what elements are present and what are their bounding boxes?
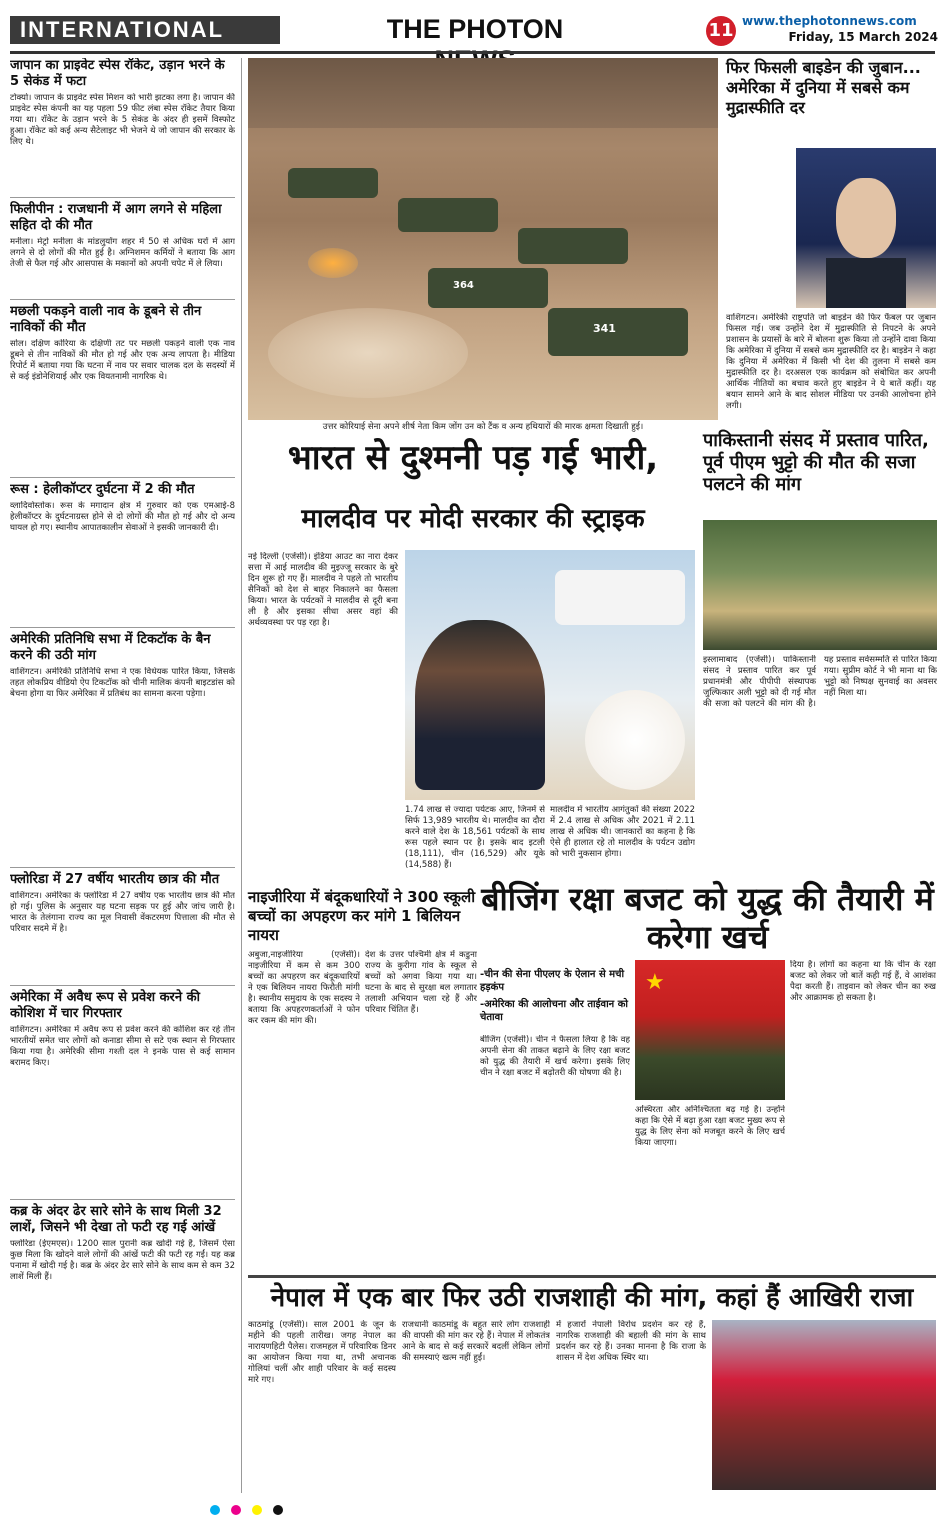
north-korea-tanks-photo: [248, 58, 718, 420]
story-headline: नाइजीरिया में बंदूकधारियों ने 300 स्कूली बच्चों का अपहरण कर मांगे 1 बिलियन नायरा: [248, 888, 476, 944]
turret-number: 341: [593, 322, 616, 335]
star-icon: ★: [645, 970, 665, 995]
magenta-mark-icon: [231, 1505, 241, 1515]
maldives-headline-1: भारत से दुश्मनी पड़ गई भारी,: [287, 438, 659, 478]
story-body: वाशिंगटन। अमेरिका में अवैध रूप से प्रवेश करने की कोशिश कर रहे तीन भारतीयों समेत चार लोगों को कनाडा सीमा से सटे एक स्थान से गिरफ्तार किया गया है। अमेरिकी सीमा गश्ती दल ने इनके पास से कई सामान बरामद किए।: [10, 1025, 235, 1068]
header-divider: [10, 51, 935, 54]
biden-photo: [796, 148, 936, 308]
left-news-column: [10, 58, 242, 1493]
suit-shape: [826, 258, 906, 308]
story-body: सोल। दक्षिण कोरिया के दक्षिणी तट पर मछली पकड़ने वाली एक नाव डूबने से तीन नाविकों की मौत हो गई और एक अन्य लापता है। मीडिया रिपोर्ट में बताया गया कि घटना में नाव पर सवार चालक दल के सदस्यों में से कई इंडोनेशियाई और एक वियतनामी नागरिक थे।: [10, 339, 235, 382]
china-bullet-2: -अमेरिका की आलोचना और ताईवान को चेतावा: [480, 999, 628, 1023]
china-body-3: दिया है। लोगों का कहना था कि चीन के रक्षा बजट को लेकर जो बातें कही गई हैं, वे आशंका पैदा करती हैं। ताइवान को लेकर चीन का रुख और आक्रामक हो सकता है।: [790, 960, 936, 1003]
maldives-body-3: मालदीव में भारतीय आगंतुकों की संख्या 2022 में 2.4 लाख से अधिक और 2021 में 2.11 लाख से अधिक थी। जानकारों का कहना है कि ऐसे ही हालात रहे तो मालदीव के पर्यटन उद्योग को भारी नुकसान होगा।: [550, 805, 695, 859]
maldives-body-1: नई दिल्ली (एजेंसी)। इंडिया आउट का नारा देकर सत्ता में आई मालदीव की मुइज्जू सरकार के बुरे दिन शुरू हो गए हैं। मालदीव ने पहले तो भारतीय सैनिकों को देश से बाहर निकालने का फैसला किया। भारत के पर्यटकों ने मालदीव से दूरी बना ली है और इसका सीधा असर वहां की अर्थव्यवस्था पर पड़ रहा है।: [248, 552, 398, 628]
tank-icon: [428, 268, 548, 308]
page-number-badge: 11: [706, 16, 736, 46]
section-label: INTERNATIONAL: [10, 16, 280, 44]
story-body: वाशिंगटन। अमेरिका के फ्लोरिडा में 27 वर्षीय एक भारतीय छात्र की मौत हो गई। पुलिस के अनुसार यह घटना सड़क पर हुई और जांच जारी है। भारत के तेलंगाना राज्य का मूल निवासी वेंकटरमण पित्ताला की मौत से परिवार सदमे में है।: [10, 891, 235, 934]
tank-icon: [288, 168, 378, 198]
left-story-3: [10, 299, 235, 473]
story-body: इस्लामाबाद (एजेंसी)। पाकिस्तानी संसद ने प्रस्ताव पारित कर पूर्व प्रधानमंत्री और पीपीपी संस्थापक जुल्फिकार अली भुट्टो को दी गई मौत की सजा को पलटने की मांग की है। यह प्रस्ताव सर्वसम्मति से पारित किया गया। सुप्रीम कोर्ट ने भी माना था कि भुट्टो को निष्पक्ष सुनवाई का अवसर नहीं मिला था।: [703, 655, 937, 709]
website-link[interactable]: www.thephotonnews.com: [742, 14, 917, 28]
fire-burst: [308, 248, 358, 278]
left-story-4: [10, 477, 235, 623]
black-mark-icon: [273, 1505, 283, 1515]
story-body: वाशिंगटन। अमेरिकी राष्ट्रपति जो बाइडेन की फिर फैंबल पर जुबान फिसल गई। जब उन्होंने देश में मुद्रास्फीति से निपटने के अपने प्रशासन के प्रयासों के बारे में बोलना शुरू किया तो उन्होंने दावा किया कि अमेरिका में दुनिया में सबसे कम मुद्रास्फीति दर है। बाइडेन ने कहा कि दुनिया में अमेरिका में किसी भी देश की तुलना में सबसे कम मुद्रास्फीति दर है। दरअसल एक कार्यक्रम को संबोधित कर अपनी आर्थिक नीतियों का बचाव करते हुए बाइडेन ने ये बातें कहीं। यह बयान सामने आने के बाद सोशल मीडिया पर उनकी आलोचना होने लगी।: [726, 313, 936, 411]
nepal-protest-photo: [712, 1320, 936, 1490]
pakistan-headline-box: [703, 430, 937, 520]
maldives-body-1-cont: [248, 806, 398, 876]
maldives-collage-photo: [405, 550, 695, 800]
story-headline: रूस : हेलीकॉप्टर दुर्घटना में 2 की मौत: [10, 482, 195, 497]
turret-number: 364: [453, 280, 474, 291]
tank-icon: [398, 198, 498, 232]
issue-date: Friday, 15 March 2024: [788, 30, 938, 44]
nigeria-body-1: अबुजा,नाइजीरिया (एजेंसी)। नाइजीरिया में कम से कम 300 बच्चों का अपहरण कर बंदूकधारियों ने एक बिलियन नायरा फिरौती मांगी है। स्थानीय समुदाय के एक सदस्य ने बताया कि अपहरणकर्ताओं ने फोन कर रकम की मांग की।: [248, 950, 360, 1026]
story-body: व्लादिवोस्तोक। रूस के मगादान क्षेत्र में गुरुवार को एक एमआई-8 हेलीकॉप्टर के दुर्घटनाग्रस्त होने से दो लोगों की मौत हो गई और दो अन्य घायल हो गए। स्थानीय आपातकालीन सेवाओं ने इसकी जानकारी दी।: [10, 501, 235, 533]
left-story-5: [10, 627, 235, 863]
china-body-2: अस्थिरता और अनिश्चितता बढ़ गई है। उन्होंने कहा कि ऐसे में बढ़ा हुआ रक्षा बजट मुख्य रूप से युद्ध के लिए सेना को मजबूत करने के लिए खर्च किया जाएगा।: [635, 1105, 785, 1148]
modi-beach-photo: [585, 690, 685, 790]
story-headline: फिर फिसली बाइडेन की जुबान... अमेरिका में दुनिया में सबसे कम मुद्रास्फीति दर: [726, 58, 921, 117]
nigeria-headline-box: [248, 888, 476, 944]
maldives-body-2: 1.74 लाख से ज्यादा पर्यटक आए, जिनमें से सिर्फ 13,989 भारतीय थे। मालदीव का दौरा करने वाले देश के 18,561 पर्यटकों के साथ रूस पहले स्थान पर है। इसके बाद इटली (18,111), चीन (16,529) और यूके (14,588) हैं।: [405, 805, 545, 870]
photo-caption: उत्तर कोरियाई सेना अपने शीर्ष नेता किम जोंग उन को टैंक व अन्य हथियारों की मारक क्षमता दिखाती हुई।: [322, 422, 644, 432]
left-story-6: [10, 867, 235, 981]
china-bullet-1: -चीन की सेना पीएलए के ऐलान से मची हड़कंप: [480, 969, 625, 993]
left-story-2: [10, 197, 235, 295]
nepal-body-1: काठमांडू (एजेंसी)। साल 2001 के जून के महीने की पहली तारीख। जगह नेपाल का नारायणहिटी पैलेस। राजमहल में परिवारिक डिनर का आयोजन किया गया था, तभी अचानक गोलियां चलीं और शाही परिवार के कई सदस्य मारे गए।: [248, 1320, 396, 1385]
left-story-7: [10, 985, 235, 1195]
china-parade-photo: [635, 960, 785, 1100]
yacht-shape: [555, 570, 685, 625]
story-body: मनीला। मेट्रो मनीला के मांडलुयोंग शहर में 50 से अधिक घरों में आग लगने से दो लोगों की मौत हुई है। अग्निशमन कर्मियों ने बताया कि आग तेजी से फैल गई और आसपास के मकानों को अपनी चपेट में ले लिया।: [10, 237, 235, 269]
left-story-1: [10, 58, 235, 193]
left-story-8: [10, 1199, 235, 1429]
nepal-body-2: राजधानी काठमांडू के बहुत सारे लोग राजशाही की वापसी की मांग कर रहे हैं। नेपाल में लोकतंत्र आने के बाद से कई सरकारें बदलीं लेकिन लोगों की समस्याएं खत्म नहीं हुईं।: [402, 1320, 550, 1363]
story-headline: फिलीपीन : राजधानी में आग लगने से महिला सहित दो की मौत: [10, 202, 222, 233]
yellow-mark-icon: [252, 1505, 262, 1515]
dust-cloud: [268, 308, 468, 398]
paper-name: THE PHOTON: [386, 14, 564, 44]
china-headline: बीजिंग रक्षा बजट को युद्ध की तैयारी में करेगा खर्च: [481, 880, 934, 956]
pakistan-parliament-photo: [703, 520, 937, 650]
story-body: फ्लोरिडा (ईएमएस)। 1200 साल पुरानी कब्र खोदी गई है, जिसमें ऐसा कुछ मिला कि खोदने वाले लोगों की आंखें फटी की फटी रह गईं। यह कब्र पनामा में खोदी गई है। कब्र के अंदर ढेर सारे सोने के साथ कम से कम 32 लाशें मिली हैं।: [10, 1239, 235, 1282]
nepal-divider: [248, 1275, 936, 1278]
story-headline: अमेरिकी प्रतिनिधि सभा में टिकटॉक के बैन करने की उठी मांग: [10, 632, 211, 663]
story-body: वाशिंगटन। अमेरिकी प्रतिनिधि सभा ने एक विधेयक पारित किया, जिसके तहत लोकप्रिय वीडियो ऐप टिकटॉक को चीनी मालिक कंपनी बाइटडांस को बेचना होगा या फिर अमेरिका में प्रतिबंध का सामना करना पड़ेगा।: [10, 667, 235, 699]
biden-story: [726, 58, 936, 478]
story-headline: पाकिस्तानी संसद में प्रस्ताव पारित, पूर्व पीएम भुट्टो की मौत की सजा पलटने की मांग: [703, 430, 929, 495]
china-body-1: बीजिंग (एजेंसी)। चीन ने फैसला लिया है कि वह अपनी सेना की ताकत बढ़ाने के लिए रक्षा बजट को युद्ध की तैयारी में खर्च करेगा। इसके लिए चीन ने रक्षा बजट में बढ़ोतरी की घोषणा की है।: [480, 1035, 630, 1078]
cyan-mark-icon: [210, 1505, 220, 1515]
story-headline: कब्र के अंदर ढेर सारे सोने के साथ मिली 32 लाशें, जिसने भी देखा तो फटी रह गई आंखें: [10, 1204, 222, 1235]
story-body: टोक्यो। जापान के प्राइवेट स्पेस मिशन को भारी झटका लगा है। जापान की प्राइवेट स्पेस कंपनी का यह पहला 59 फीट लंबा स्पेस रॉकेट तैयार किया गया था। रॉकेट के उड़ान भरने के 5 सेकंड के अंदर ही इसमें विस्फोट हुआ। रॉकेट को कई अन्य सैटेलाइट भी भेजने थे जो जापान की सरकार के लिए थे।: [10, 93, 235, 147]
story-headline: जापान का प्राइवेट स्पेस रॉकेट, उड़ान भरने के 5 सेकंड में फटा: [10, 58, 225, 89]
story-headline: फ्लोरिडा में 27 वर्षीय भारतीय छात्र की मौत: [10, 872, 220, 887]
face-shape: [836, 178, 896, 258]
nigeria-body-2: देश के उत्तर पश्चिमी क्षेत्र में कडुना राज्य के कुरीगा गांव के स्कूल से बच्चों को अगवा किया गया था। घटना के बाद से सुरक्षा बल लगातार तलाशी अभियान चला रहे हैं और परिवार चिंतित हैं।: [365, 950, 477, 1015]
hills-background: [248, 58, 718, 128]
tank-icon: [518, 228, 628, 264]
maldives-headline-2: मालदीव पर मोदी सरकार की स्ट्राइक: [301, 504, 645, 534]
story-headline: अमेरिका में अवैध रूप से प्रवेश करने की कोशिश में चार गिरफ्तार: [10, 990, 200, 1021]
nepal-body-3: में हजारों नेपाली विरोध प्रदर्शन कर रहे हैं, नागरिक राजशाही की बहाली की मांग के साथ प्रदर्शन कर रहे हैं। उनका मानना है कि राजा के शासन में देश अधिक स्थिर था।: [556, 1320, 706, 1363]
tank-icon: [548, 308, 688, 356]
nepal-headline: नेपाल में एक बार फिर उठी राजशाही की मांग, कहां हैं आखिरी राजा: [270, 1283, 914, 1313]
print-color-marks: [210, 1500, 650, 1512]
story-headline: मछली पकड़ने वाली नाव के डूबने से तीन नाविकों की मौत: [10, 304, 202, 335]
maldives-president-photo: [415, 620, 545, 790]
